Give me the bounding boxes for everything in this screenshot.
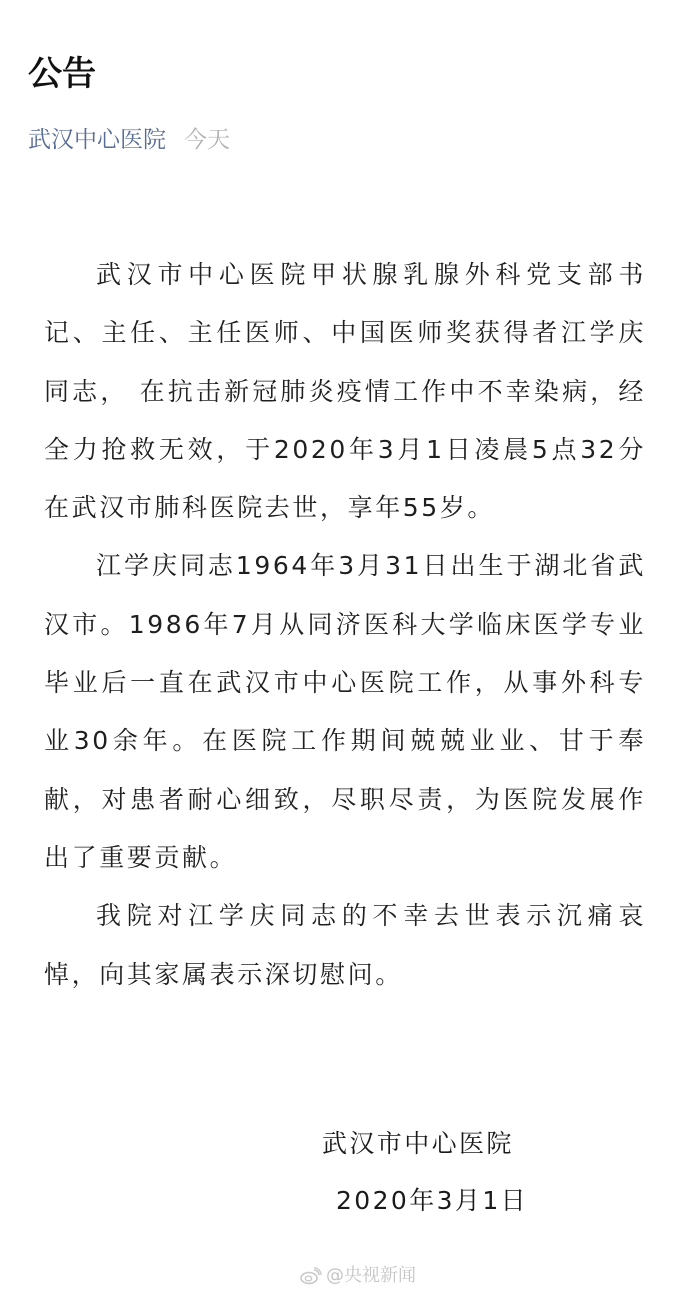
- watermark-text: @央视新闻: [326, 1265, 416, 1286]
- weibo-icon: [300, 1267, 322, 1285]
- page-title: 公告: [28, 54, 96, 94]
- source-account-link[interactable]: 武汉中心医院: [28, 127, 166, 153]
- body-paragraph: 我院对江学庆同志的不幸去世表示沉痛哀悼，向其家属表示深切慰问。: [44, 901, 646, 989]
- signature-organization: 武汉市中心医院: [322, 1129, 514, 1158]
- article-body: [44, 246, 646, 1004]
- publish-time: 今天: [184, 127, 230, 153]
- body-paragraph: 江学庆同志1964年3月31日出生于湖北省武汉市。1986年7月从同济医科大学临床医学专业毕业后一直在武汉市中心医院工作，从事外科专业30余年。在医院工作期间兢兢业业、甘于奉献，对患者耐心细致，尽职尽责，为医院发展作出了重要贡献。: [44, 551, 646, 872]
- signature-date: 2020年3月1日: [336, 1186, 529, 1215]
- body-paragraph: 武汉市中心医院甲状腺乳腺外科党支部书记、主任、主任医师、中国医师奖获得者江学庆同志， 在抗击新冠肺炎疫情工作中不幸染病，经全力抢救无效，于2020年3月1日凌晨5点32分在武汉市肺科医院去世，享年55岁。: [44, 260, 646, 523]
- article-meta: [28, 124, 230, 156]
- weibo-watermark: [300, 1262, 416, 1290]
